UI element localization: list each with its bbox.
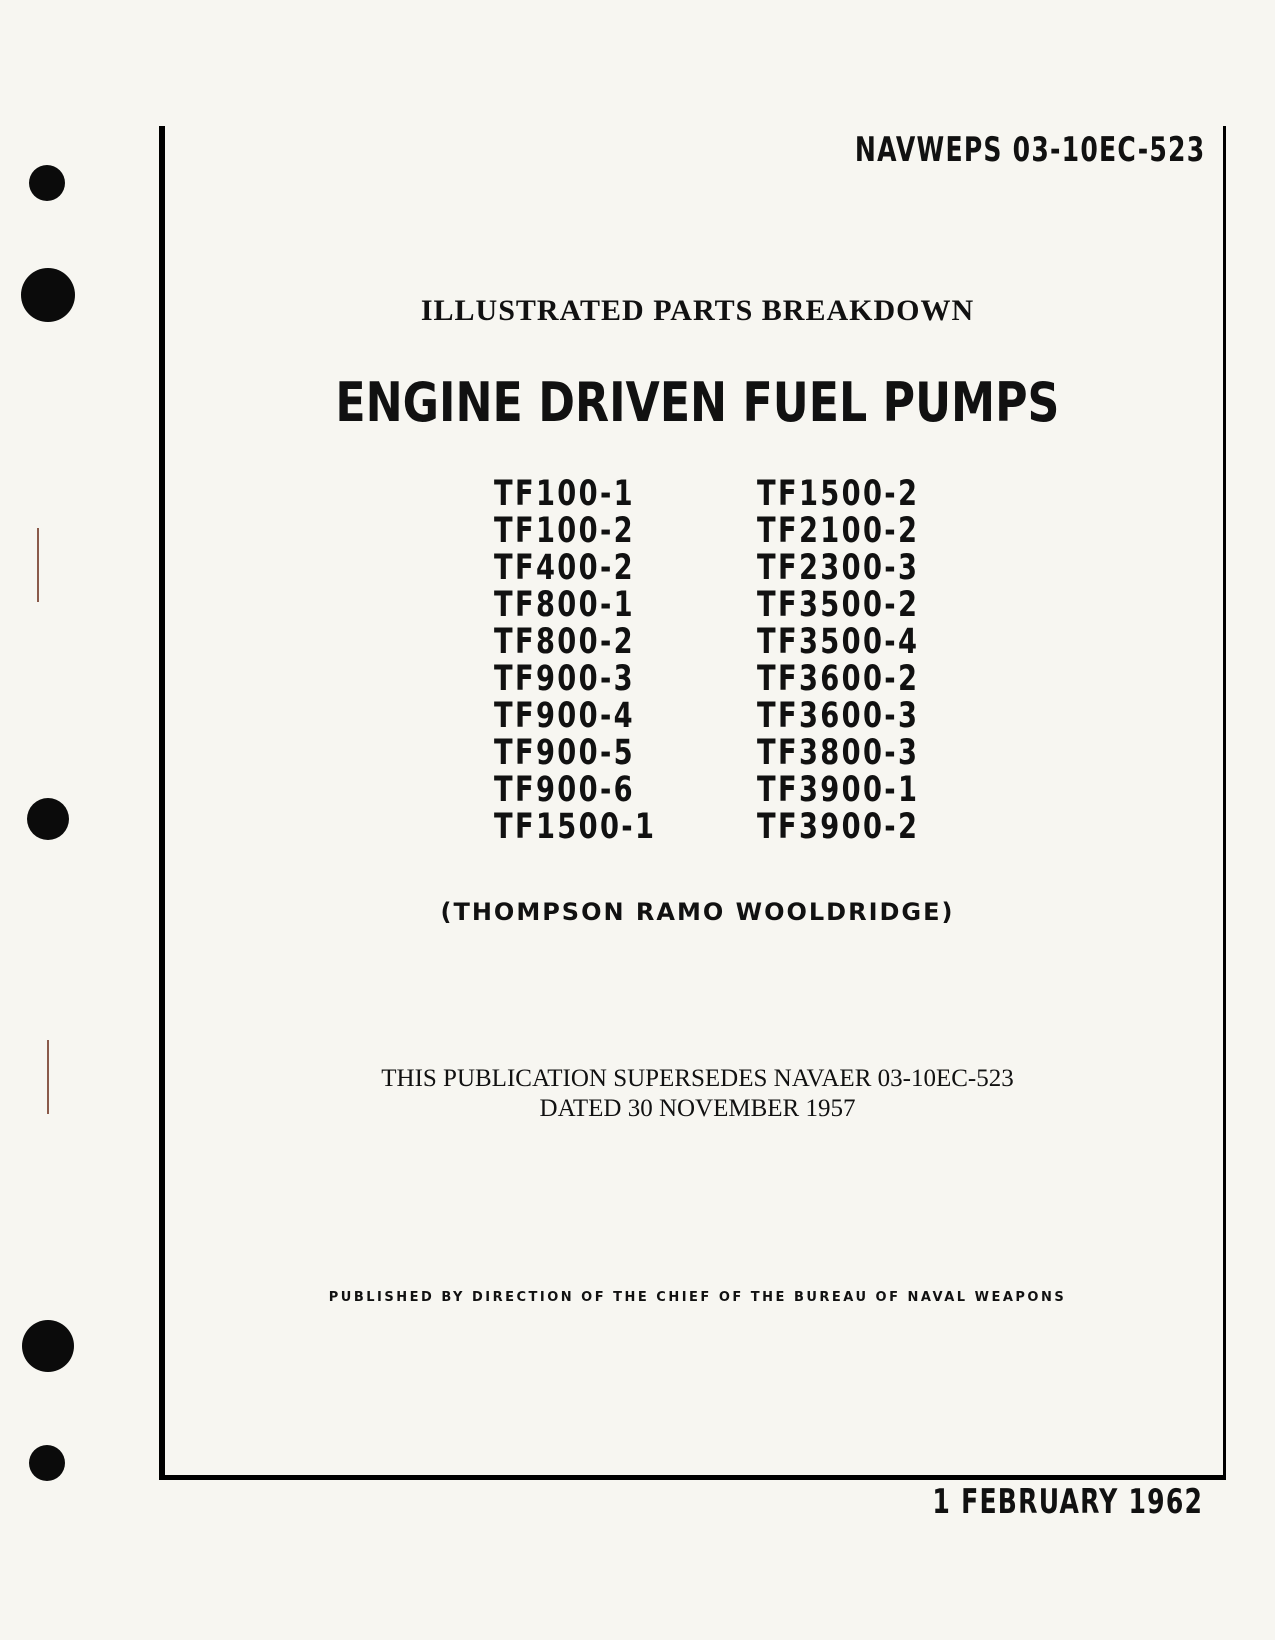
- model-column-right: [757, 476, 965, 846]
- document-number: NAVWEPS 03-10EC-523: [854, 130, 1205, 170]
- binder-hole: [29, 1445, 65, 1481]
- model-number: TF3900-1: [757, 770, 920, 810]
- model-number: TF3900-2: [757, 807, 920, 847]
- model-number: TF100-2: [494, 511, 635, 551]
- binder-hole: [27, 798, 69, 840]
- manufacturer: (THOMPSON RAMO WOOLDRIDGE): [440, 898, 955, 926]
- model-number: TF3600-3: [757, 696, 920, 736]
- model-number: TF2100-2: [757, 511, 920, 551]
- model-column-left: [494, 476, 702, 846]
- publication-date: 1 FEBRUARY 1962: [932, 1482, 1203, 1522]
- model-number: TF900-4: [494, 696, 635, 736]
- document-subtitle: ILLUSTRATED PARTS BREAKDOWN: [420, 294, 975, 327]
- supersedes-line: THIS PUBLICATION SUPERSEDES NAVAER 03-10EC-523: [381, 1065, 1014, 1092]
- model-number: TF800-2: [494, 622, 635, 662]
- model-number: TF900-5: [494, 733, 635, 773]
- model-number: TF400-2: [494, 548, 635, 588]
- model-number: TF3500-4: [757, 622, 920, 662]
- model-number: TF800-1: [494, 585, 635, 625]
- model-number: TF900-6: [494, 770, 635, 810]
- binder-hole: [22, 1320, 74, 1372]
- model-number: TF1500-1: [494, 807, 657, 847]
- document-title: ENGINE DRIVEN FUEL PUMPS: [335, 371, 1060, 434]
- model-number: TF2300-3: [757, 548, 920, 588]
- supersedes-date: DATED 30 NOVEMBER 1957: [539, 1095, 856, 1122]
- model-number: TF3800-3: [757, 733, 920, 773]
- model-number: TF900-3: [494, 659, 635, 699]
- supersedes-notice: [0, 1064, 1275, 1124]
- staple-mark: [37, 528, 39, 602]
- model-number: TF3500-2: [757, 585, 920, 625]
- publisher-line: PUBLISHED BY DIRECTION OF THE CHIEF OF THE BUREAU OF NAVAL WEAPONS: [328, 1290, 1067, 1305]
- model-number: TF3600-2: [757, 659, 920, 699]
- model-number: TF100-1: [494, 474, 635, 514]
- model-number: TF1500-2: [757, 474, 920, 514]
- binder-hole: [29, 165, 65, 201]
